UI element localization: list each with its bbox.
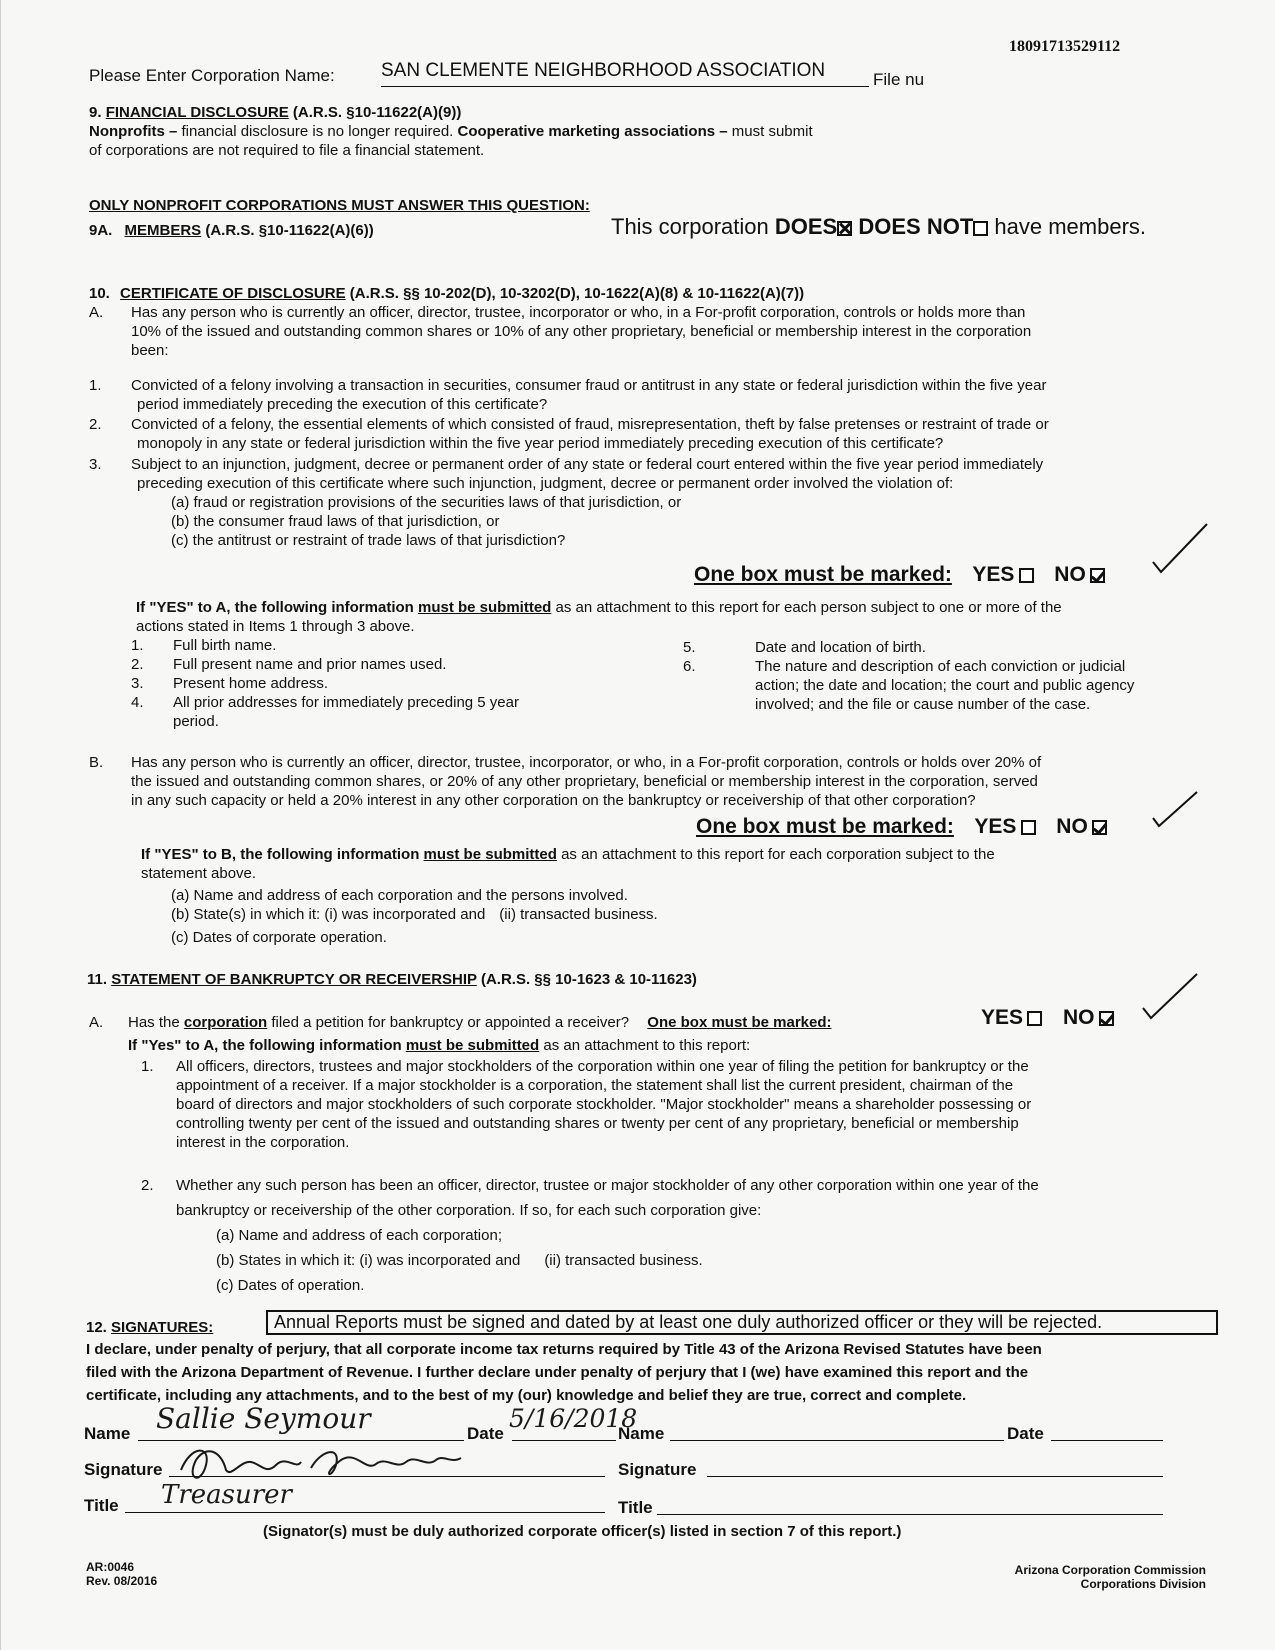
sec10-if-yes-b: If "YES" to B, the following information must be submitted as an attachment to this report for each corporation subject to the <box>141 846 995 863</box>
title1-label: Title <box>84 1496 119 1515</box>
name1-handwritten: Sallie Seymour <box>156 1402 371 1435</box>
sec10-a-mark: One box must be marked: YES NO <box>694 563 1105 587</box>
sec10-b-label: B. <box>89 754 104 771</box>
sec12-declaration: I declare, under penalty of perjury, that all corporate income tax returns required by Title 43 of the Arizona Revised Statutes have been filed with the Arizona Department of Revenue. I further declare under penalty of perjury that I (we) have examined this report and the certificate, including any attachments, and to the best of my (our) knowledge and belief they are true, correct and complete. <box>86 1341 1042 1404</box>
sec10-if-yes-b-l2: statement above. <box>141 865 257 882</box>
signature2-label: Signature <box>618 1460 697 1479</box>
name2-label: Name <box>618 1424 665 1443</box>
sec10-a-text: Has any person who is currently an officer, director, trustee, incorporator or who, in a For-profit corporation, controls or holds more than 10% of the issued and outstanding common shares or 10% of any other proprietary, beneficial or membership interest in the corporation been: <box>131 304 1032 359</box>
sec10-item1-num: 1. <box>89 377 102 394</box>
sec9-line2: of corporations are not required to file a financial statement. <box>89 142 485 159</box>
file-no-label: File nu <box>873 70 925 89</box>
checkmark-icon <box>1141 972 1201 1022</box>
date2-label: Date <box>1007 1424 1044 1443</box>
sec10-item2: Convicted of a felony, the essential elements of which consisted of fraud, misrepresentation, theft by false pretenses or restraint of trade or monopoly in any state or federal jurisdiction within the five year period immediately preceding execution of this certificate? <box>131 416 1049 452</box>
sec10-a-no-checkbox[interactable] <box>1090 568 1105 583</box>
sec10-b-yes-checkbox[interactable] <box>1021 820 1036 835</box>
title2-label: Title <box>618 1498 653 1517</box>
signator-footnote: (Signator(s) must be duly authorized corporate officer(s) listed in section 7 of this report.) <box>263 1523 902 1540</box>
sec10-b-no-checkbox[interactable] <box>1092 820 1107 835</box>
date1-label: Date <box>467 1424 504 1443</box>
does-checkbox[interactable] <box>837 221 852 236</box>
corp-name-value: SAN CLEMENTE NEIGHBORHOOD ASSOCIATION <box>381 60 826 81</box>
signature1-label: Signature <box>84 1460 163 1479</box>
sec9a-heading: 9A. MEMBERS (A.R.S. §10-11622(A)(6)) <box>89 222 374 239</box>
members-statement: This corporation DOES DOES NOT have members. <box>611 214 1147 239</box>
sec11-a-yes-checkbox[interactable] <box>1027 1011 1042 1026</box>
sec11-a-text: Has the corporation filed a petition for bankruptcy or appointed a receiver? One box must be marked: <box>128 1014 832 1031</box>
checkmark-icon <box>1151 790 1201 830</box>
sec9-heading: 9. FINANCIAL DISCLOSURE (A.R.S. §10-11622(A)(9)) <box>89 104 462 121</box>
sec10-item3: Subject to an injunction, judgment, decree or permanent order of any state or federal court entered within the five year period immediately preceding execution of this certificate where such injunction, judgment, decree or permanent order involved the violation of: (a) fraud or registration provisions of the securities laws of that jurisdiction, or (b) the consumer fraud laws of that jurisdiction, or (c) the antitrust or restraint of trade laws of that jurisdiction? <box>131 456 1044 549</box>
signature-notice: Annual Reports must be signed and dated by at least one duly authorized officer or they will be rejected. <box>266 1310 1218 1335</box>
title1-handwritten: Treasurer <box>161 1480 292 1510</box>
corp-name-label: Please Enter Corporation Name: <box>89 66 335 85</box>
sec11-a-mark: YES NO <box>981 1006 1114 1030</box>
sec10-item2-num: 2. <box>89 416 102 433</box>
sec10-if-yes-a-l2: actions stated in Items 1 through 3 above. <box>136 618 415 635</box>
sec11-a-label: A. <box>89 1014 104 1031</box>
sec10-item1: Convicted of a felony involving a transaction in securities, consumer fraud or antitrust in any state or federal jurisdiction within the five year period immediately preceding the execution of this certificate? <box>131 377 1047 413</box>
title2-line[interactable] <box>657 1514 1163 1515</box>
sec10-a-label: A. <box>89 304 104 321</box>
name2-line[interactable] <box>670 1440 1004 1441</box>
sec10-b-text: Has any person who is currently an officer, director, trustee, incorporator, or who, in a For-profit corporation, controls or holds over 20% of the issued and outstanding common shares, or 20% of any other proprietary, beneficial or membership interest in the corporation, served in any such capacity or held a 20% interest in any other corporation on the bankruptcy or receivership of that other corporation? <box>131 754 1042 809</box>
sec11-a-no-checkbox[interactable] <box>1099 1011 1114 1026</box>
only-nonprofit-heading: ONLY NONPROFIT CORPORATIONS MUST ANSWER THIS QUESTION: <box>89 197 590 214</box>
form-number: AR:0046 Rev. 08/2016 <box>86 1560 158 1588</box>
date2-line[interactable] <box>1051 1440 1163 1441</box>
sec11-i1: All officers, directors, trustees and major stockholders of the corporation within one year of filing the petition for bankruptcy or the appointment of a receiver. If a major stockholder is a corporation, the statement shall list the current president, chairman of the board of directors and major stockholders of such corporate stockholder. "Major stockholder" means a shareholder possessing or controlling twenty per cent of the issued and outstanding shares or twenty per cent of any proprietary, beneficial or membership interest in the corporation. <box>176 1058 1032 1151</box>
date1-handwritten: 5/16/2018 <box>509 1404 638 1433</box>
sec10-list-right: 5. Date and location of birth. 6. The nature and description of each conviction or judicial action; the date and location; the court and public agency involved; and the file or cause number of the case. <box>683 639 1135 713</box>
sec10-item3-num: 3. <box>89 456 102 473</box>
sec10-b-sublist: (a) Name and address of each corporation and the persons involved. (b) State(s) in which it: (i) was incorporated and (ii) transacted business. (c) Dates of corporate operation. <box>171 887 658 946</box>
does-not-checkbox[interactable] <box>973 221 988 236</box>
sec11-i2-num: 2. <box>141 1177 154 1194</box>
date1-line[interactable] <box>512 1440 616 1441</box>
document-id: 18091713529112 <box>1009 38 1121 55</box>
sec11-heading: 11. STATEMENT OF BANKRUPTCY OR RECEIVERSHIP (A.R.S. §§ 10-1623 & 10-11623) <box>87 971 697 988</box>
sec10-list-left: 1. Full birth name. 2. Full present name and prior names used. 3. Present home address. 4. All prior addresses for immediately preceding 5 year period. <box>131 637 519 730</box>
sec10-if-yes-a: If "YES" to A, the following information must be submitted as an attachment to this report for each person subject to one or more of the <box>136 599 1062 616</box>
name1-label: Name <box>84 1424 131 1443</box>
sec10-heading: 10. CERTIFICATE OF DISCLOSURE (A.R.S. §§ 10-202(D), 10-3202(D), 10-1622(A)(8) & 10-11622(A)(7)) <box>89 285 805 302</box>
sec10-b-mark: One box must be marked: YES NO <box>696 815 1107 839</box>
sec11-if-yes: If "Yes" to A, the following information must be submitted as an attachment to this report: <box>128 1037 751 1054</box>
corp-name-field[interactable] <box>381 60 869 87</box>
agency-name: Arizona Corporation Commission Corporations Division <box>1014 1563 1206 1591</box>
title1-line[interactable] <box>125 1512 605 1513</box>
sec9-line1: Nonprofits – financial disclosure is no longer required. Cooperative marketing associations – must submit <box>89 123 813 140</box>
sec11-i2: Whether any such person has been an officer, director, trustee or major stockholder of any other corporation within one year of the bankruptcy or receivership of the other corporation. If so, for each such corporation give: (a) Name and address of each corporation; (b) States in which it: (i) was incorporated and (ii) transacted business. (c) Dates of operation. <box>176 1177 1039 1294</box>
sec12-heading: 12. SIGNATURES: <box>86 1319 214 1336</box>
checkmark-icon <box>1151 520 1211 575</box>
sec11-i1-num: 1. <box>141 1058 154 1075</box>
signature2-line[interactable] <box>707 1476 1163 1477</box>
sec10-a-yes-checkbox[interactable] <box>1019 568 1034 583</box>
